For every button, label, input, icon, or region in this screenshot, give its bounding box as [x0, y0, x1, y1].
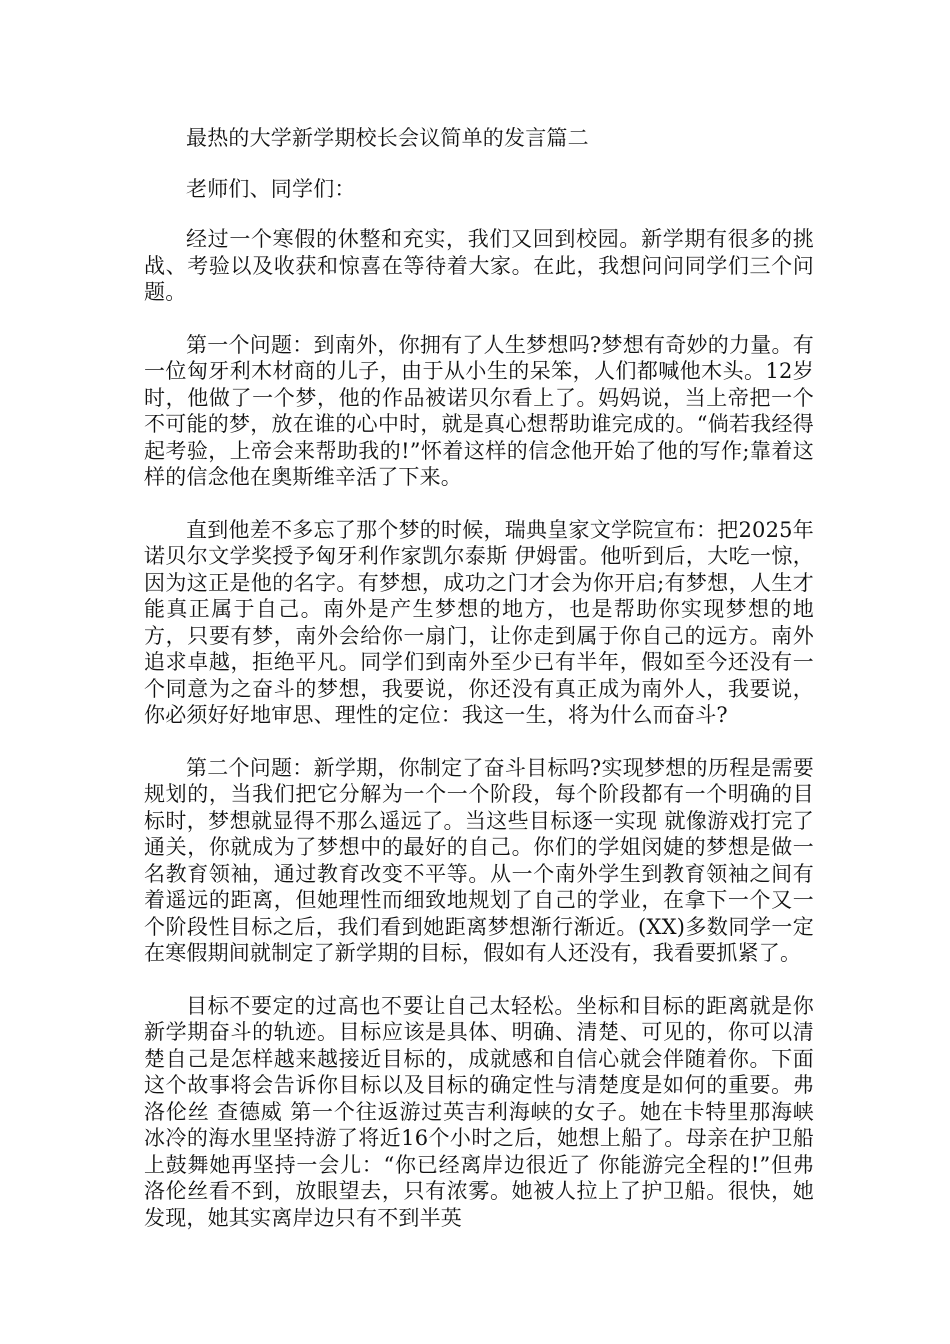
document-body	[144, 125, 814, 1257]
paragraph-goal-setting: 目标不要定的过高也不要让自己太轻松。坐标和目标的距离就是你新学期奋斗的轨迹。目标应该是具体、明确、清楚、可见的，你可以清楚自己是怎样越来越接近目标的，成就感和自信心就会伴随着你。下面这个故事将会告诉你目标以及目标的确定性与清楚度是如何的重要。弗洛伦丝 查德威 第一个往返游过英吉利海峡的女子。她在卡特里那海峡冰冷的海水里坚持游了将近16个小时之后，她想上船了。母亲在护卫船上鼓舞她再坚持一会儿：“你已经离岸边很近了 你能游完全程的!”但弗洛伦丝看不到，放眼望去，只有浓雾。她被人拉上了护卫船。很快，她发现，她其实离岸边只有不到半英	[144, 993, 814, 1230]
paragraph-dream-story: 直到他差不多忘了那个梦的时候，瑞典皇家文学院宣布：把2025年诺贝尔文学奖授予匈牙利作家凯尔泰斯 伊姆雷。他听到后，大吃一惊，因为这正是他的名字。有梦想，成功之门才会为你开启;有梦想，人生才能真正属于自己。南外是产生梦想的地方，也是帮助你实现梦想的地方，只要有梦，南外会给你一扇门，让你走到属于你自己的远方。南外追求卓越，拒绝平凡。同学们到南外至少已有半年，假如至今还没有一个同意为之奋斗的梦想，我要说，你还没有真正成为南外人，我要说，你必须好好地审思、理性的定位：我这一生，将为什么而奋斗?	[144, 517, 814, 727]
paragraph-question-one: 第一个问题：到南外，你拥有了人生梦想吗?梦想有奇妙的力量。有一位匈牙利木材商的儿子，由于从小生的呆笨，人们都喊他木头。12岁时，他做了一个梦，他的作品被诺贝尔看上了。妈妈说，当上帝把一个不可能的梦，放在谁的心中时，就是真心想帮助谁完成的。“倘若我经得起考验，上帝会来帮助我的!”怀着这样的信念他开始了他的写作;靠着这样的信念他在奥斯维辛活了下来。	[144, 332, 814, 489]
paragraph-question-two: 第二个问题：新学期，你制定了奋斗目标吗?实现梦想的历程是需要规划的，当我们把它分解为一个一个阶段，每个阶段都有一个明确的目标时，梦想就显得不那么遥远了。当这些目标逐一实现 就像游戏打完了通关，你就成为了梦想中的最好的自己。你们的学姐闵婕的梦想是做一名教育领袖，通过教育改变不平等。从一个南外学生到教育领袖之间有着遥远的距离，但她理性而细致地规划了自己的学业，在拿下一个又一个阶段性目标之后，我们看到她距离梦想渐行渐近。(XX)多数同学一定在寒假期间就制定了新学期的目标，假如有人还没有，我看要抓紧了。	[144, 755, 814, 965]
document-title: 最热的大学新学期校长会议简单的发言篇二	[186, 126, 589, 150]
greeting: 老师们、同学们：	[186, 176, 356, 201]
paragraph-intro: 经过一个寒假的休整和充实，我们又回到校园。新学期有很多的挑战、考验以及收获和惊喜在等待着大家。在此，我想问问同学们三个问题。	[144, 227, 814, 304]
